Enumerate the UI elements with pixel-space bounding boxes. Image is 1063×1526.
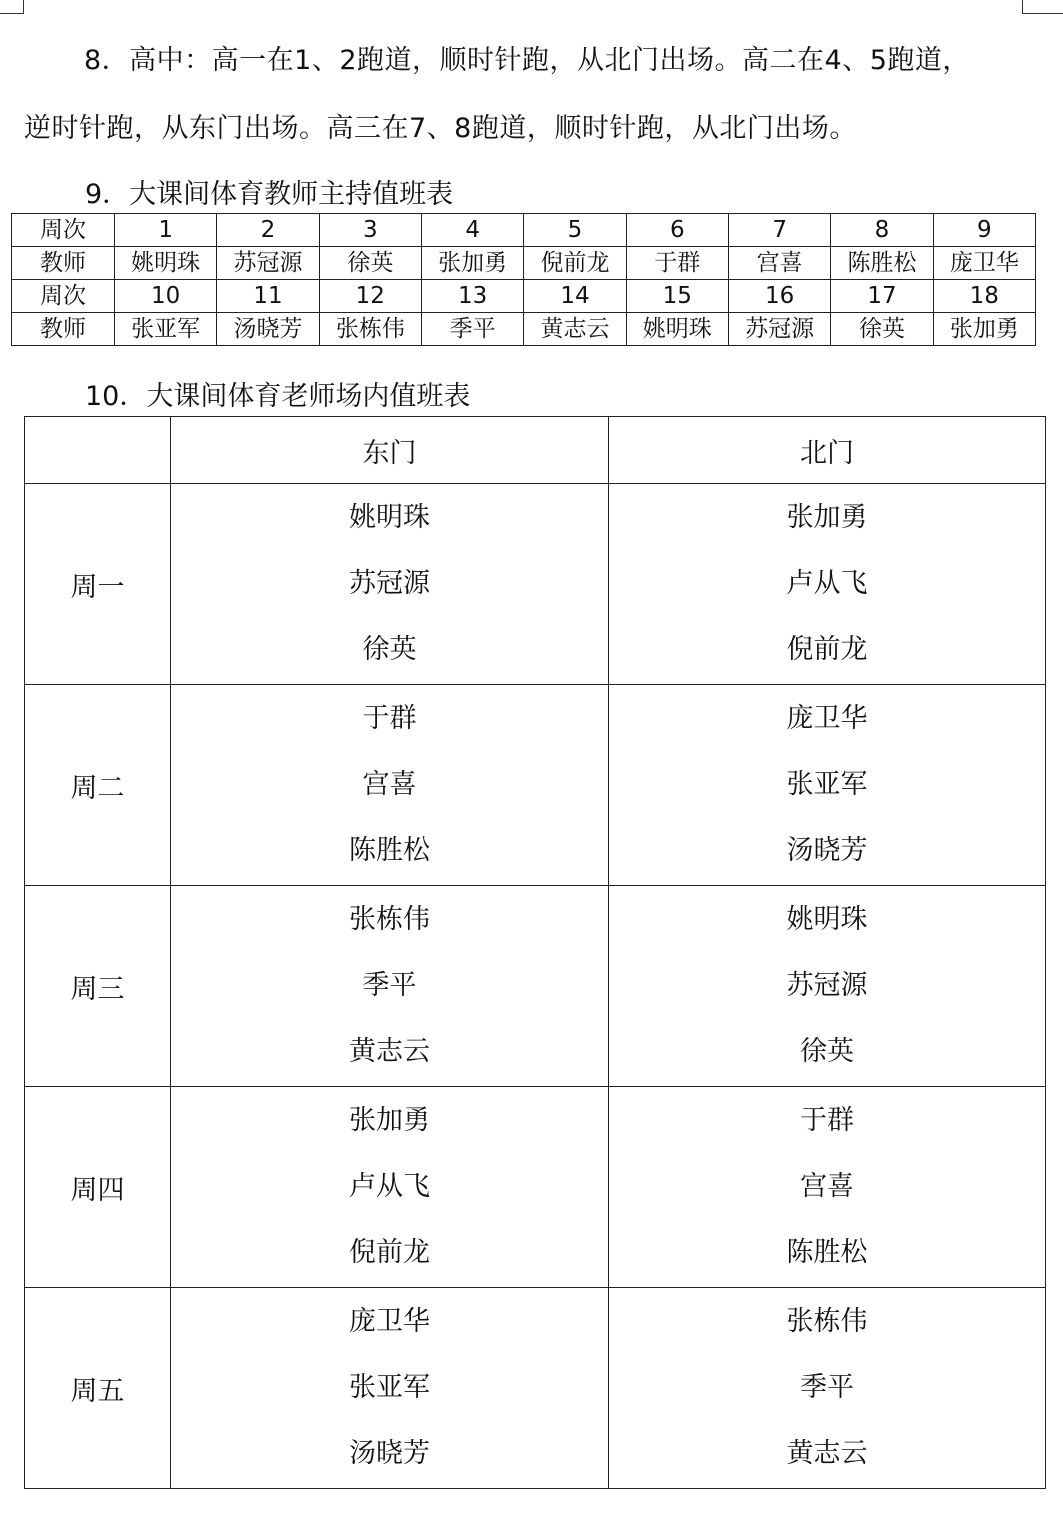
north-gate-names — [609, 1087, 1046, 1288]
table-row — [12, 247, 1036, 280]
table-cell: 张亚军 — [115, 313, 217, 346]
table-cell: 庞卫华 — [933, 247, 1035, 280]
table-cell: 11 — [217, 280, 319, 313]
table-cell: 姚明珠 — [115, 247, 217, 280]
table-cell: 姚明珠 — [626, 313, 728, 346]
paragraph-8-line-1: 8．高中：高一在1、2跑道，顺时针跑，从北门出场。高二在4、5跑道， — [84, 45, 970, 76]
teacher-name: 张栋伟 — [349, 904, 430, 935]
table-cell: 教师 — [12, 313, 115, 346]
table-cell: 周次 — [12, 280, 115, 313]
table-cell: 教师 — [12, 247, 115, 280]
teacher-name: 季平 — [800, 1372, 854, 1403]
teacher-name: 倪前龙 — [786, 634, 868, 665]
north-gate-names — [609, 484, 1046, 685]
table-cell: 苏冠源 — [217, 247, 319, 280]
table-header-row — [25, 417, 1046, 484]
east-gate-names — [171, 685, 609, 886]
table-cell: 陈胜松 — [831, 247, 933, 280]
teacher-name: 卢从飞 — [786, 568, 868, 599]
teacher-name: 黄志云 — [349, 1036, 430, 1067]
table-row — [12, 313, 1036, 346]
north-gate-names — [609, 1288, 1046, 1489]
teacher-name: 张亚军 — [349, 1372, 430, 1403]
table-cell: 4 — [421, 214, 523, 247]
teacher-name: 卢从飞 — [349, 1171, 430, 1202]
day-label: 周三 — [25, 886, 171, 1087]
table-cell: 黄志云 — [524, 313, 626, 346]
table-cell: 7 — [728, 214, 830, 247]
table-cell: 2 — [217, 214, 319, 247]
north-gate-names — [609, 886, 1046, 1087]
table-cell: 17 — [831, 280, 933, 313]
table-cell: 9 — [933, 214, 1035, 247]
table-cell: 徐英 — [319, 247, 421, 280]
table-cell: 周次 — [12, 214, 115, 247]
table-cell: 14 — [524, 280, 626, 313]
table-cell: 宫喜 — [728, 247, 830, 280]
table-row — [25, 685, 1046, 886]
table-row — [25, 1087, 1046, 1288]
teacher-name: 汤晓芳 — [786, 835, 868, 866]
east-gate-names — [171, 886, 609, 1087]
table-row — [25, 886, 1046, 1087]
table-cell: 张栋伟 — [319, 313, 421, 346]
day-label: 周五 — [25, 1288, 171, 1489]
table-cell: 汤晓芳 — [217, 313, 319, 346]
teacher-name: 徐英 — [800, 1036, 854, 1067]
table-cell: 1 — [115, 214, 217, 247]
east-gate-names — [171, 484, 609, 685]
teacher-name: 倪前龙 — [349, 1237, 430, 1268]
north-gate-names — [609, 685, 1046, 886]
table-cell: 16 — [728, 280, 830, 313]
teacher-name: 苏冠源 — [349, 568, 430, 599]
table-cell: 8 — [831, 214, 933, 247]
table-cell: 6 — [626, 214, 728, 247]
section-9-heading: 9．大课间体育教师主持值班表 — [85, 179, 454, 210]
teacher-name: 张加勇 — [786, 502, 868, 533]
teacher-name: 姚明珠 — [786, 904, 868, 935]
table-cell: 徐英 — [831, 313, 933, 346]
east-gate-names — [171, 1087, 609, 1288]
table-header-cell: 北门 — [609, 417, 1046, 484]
table-row — [25, 1288, 1046, 1489]
teacher-name: 张加勇 — [349, 1105, 430, 1136]
table-cell: 倪前龙 — [524, 247, 626, 280]
table-header-cell — [25, 417, 171, 484]
teacher-name: 苏冠源 — [786, 970, 868, 1001]
teacher-name: 宫喜 — [362, 769, 417, 800]
table-row — [12, 280, 1036, 313]
table-cell: 于群 — [626, 247, 728, 280]
section-10-heading: 10．大课间体育老师场内值班表 — [85, 381, 471, 412]
crop-mark-right — [1022, 0, 1063, 14]
table-cell: 季平 — [421, 313, 523, 346]
teacher-name: 张亚军 — [786, 769, 868, 800]
teacher-name: 宫喜 — [800, 1171, 854, 1202]
table-cell: 12 — [319, 280, 421, 313]
crop-mark-left — [0, 0, 24, 14]
table-cell: 13 — [421, 280, 523, 313]
paragraph-8-line-2: 逆时针跑，从东门出场。高三在7、8跑道，顺时针跑，从北门出场。 — [24, 113, 857, 144]
day-label: 周一 — [25, 484, 171, 685]
teacher-name: 姚明珠 — [349, 502, 430, 533]
table-cell: 张加勇 — [933, 313, 1035, 346]
teacher-name: 汤晓芳 — [349, 1438, 430, 1469]
teacher-name: 于群 — [800, 1105, 854, 1136]
table-cell: 5 — [524, 214, 626, 247]
teacher-name: 季平 — [362, 970, 417, 1001]
table-cell: 15 — [626, 280, 728, 313]
table-cell: 3 — [319, 214, 421, 247]
teacher-name: 庞卫华 — [786, 703, 868, 734]
teacher-name: 黄志云 — [786, 1438, 868, 1469]
teacher-name: 于群 — [362, 703, 417, 734]
table-cell: 10 — [115, 280, 217, 313]
east-gate-names — [171, 1288, 609, 1489]
teacher-name: 陈胜松 — [349, 835, 430, 866]
teacher-name: 徐英 — [362, 634, 417, 665]
duty-host-table — [11, 213, 1036, 346]
table-cell: 苏冠源 — [728, 313, 830, 346]
table-header-cell: 东门 — [171, 417, 609, 484]
teacher-name: 庞卫华 — [349, 1306, 430, 1337]
teacher-name: 陈胜松 — [786, 1237, 868, 1268]
table-cell: 18 — [933, 280, 1035, 313]
table-row — [25, 484, 1046, 685]
table-cell: 张加勇 — [421, 247, 523, 280]
day-label: 周四 — [25, 1087, 171, 1288]
teacher-name: 张栋伟 — [786, 1306, 868, 1337]
gate-duty-table — [24, 416, 1046, 1489]
day-label: 周二 — [25, 685, 171, 886]
table-row — [12, 214, 1036, 247]
